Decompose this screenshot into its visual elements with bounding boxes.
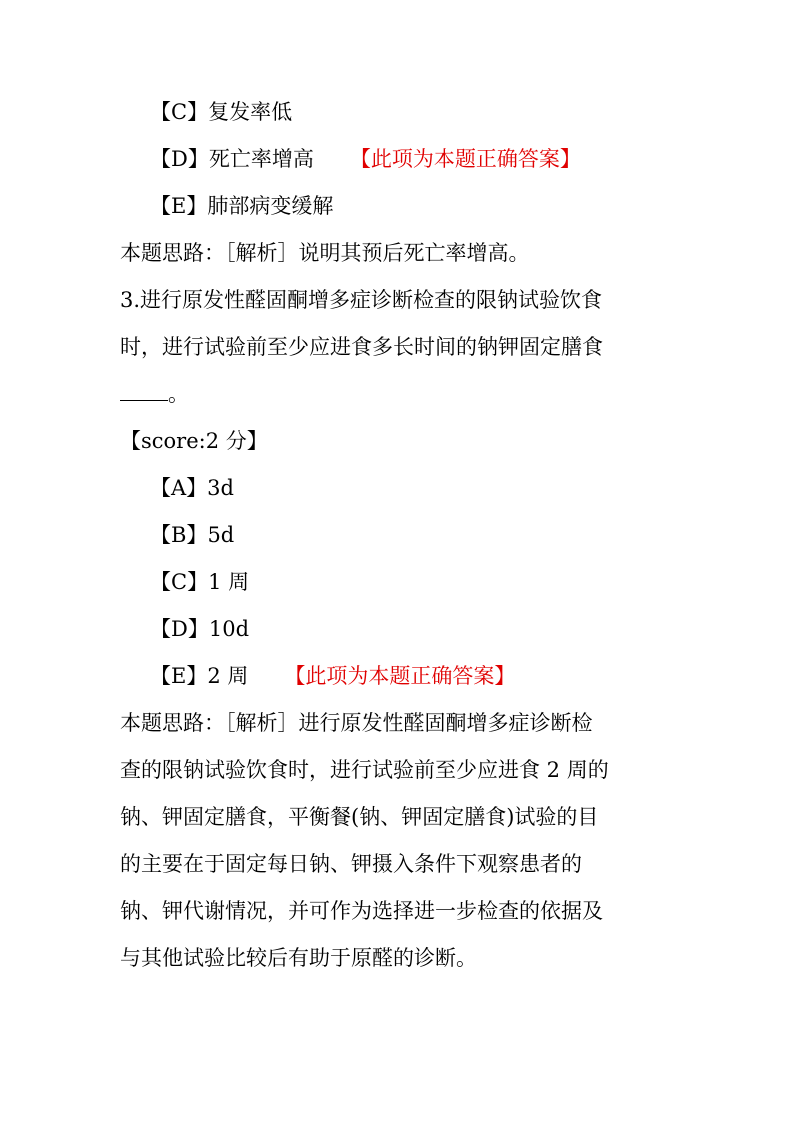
option-text: 复发率低 [208, 100, 293, 124]
option-c [150, 96, 292, 128]
correct-answer-marker: 【此项为本题正确答案】 [284, 664, 516, 688]
option-e [150, 190, 333, 222]
option-label: 【C】 [150, 570, 209, 594]
option-text: 死亡率增高 [208, 147, 314, 171]
option-label: 【C】 [150, 100, 209, 124]
analysis-text: 本题思路：［解析］说明其预后死亡率增高。 [120, 241, 530, 265]
option-text: 肺部病变缓解 [207, 194, 334, 218]
stem-end: 。 [168, 382, 189, 406]
question-stem-blank-line [120, 378, 189, 410]
question-stem-line: 3.进行原发性醛固酮增多症诊断检查的限钠试验饮食 [120, 288, 603, 312]
option-text: 3d [207, 476, 234, 500]
option-e [150, 660, 515, 692]
option-text: 2 周 [207, 664, 249, 688]
option-label: 【E】 [150, 194, 208, 218]
option-b [150, 519, 234, 551]
analysis-line: 本题思路：［解析］进行原发性醛固酮增多症诊断检 [120, 711, 593, 735]
option-label: 【E】 [150, 664, 208, 688]
option-text: 1 周 [208, 570, 250, 594]
option-label: 【A】 [150, 476, 208, 500]
analysis-line: 与其他试验比较后有助于原醛的诊断。 [120, 946, 477, 970]
option-text: 10d [208, 617, 250, 641]
analysis-line: 查的限钠试验饮食时，进行试验前至少应进食 2 周的 [120, 758, 609, 782]
option-label: 【D】 [150, 147, 209, 171]
analysis-line: 钠、钾代谢情况，并可作为选择进一步检查的依据及 [120, 899, 603, 923]
answer-blank [120, 380, 168, 401]
option-label: 【B】 [150, 523, 208, 547]
option-d [150, 613, 249, 645]
option-label: 【D】 [150, 617, 209, 641]
option-c [150, 566, 249, 598]
correct-answer-marker: 【此项为本题正确答案】 [349, 147, 581, 171]
option-text: 5d [207, 523, 235, 547]
analysis-line: 钠、钾固定膳食，平衡餐(钠、钾固定膳食)试验的目 [120, 805, 599, 829]
analysis-line: 的主要在于固定每日钠、钾摄入条件下观察患者的 [120, 852, 582, 876]
score-label: 【score:2 分】 [120, 429, 268, 453]
question-stem-line: 时，进行试验前至少应进食多长时间的钠钾固定膳食 [120, 335, 603, 359]
option-a [150, 472, 234, 504]
option-d [150, 143, 581, 175]
